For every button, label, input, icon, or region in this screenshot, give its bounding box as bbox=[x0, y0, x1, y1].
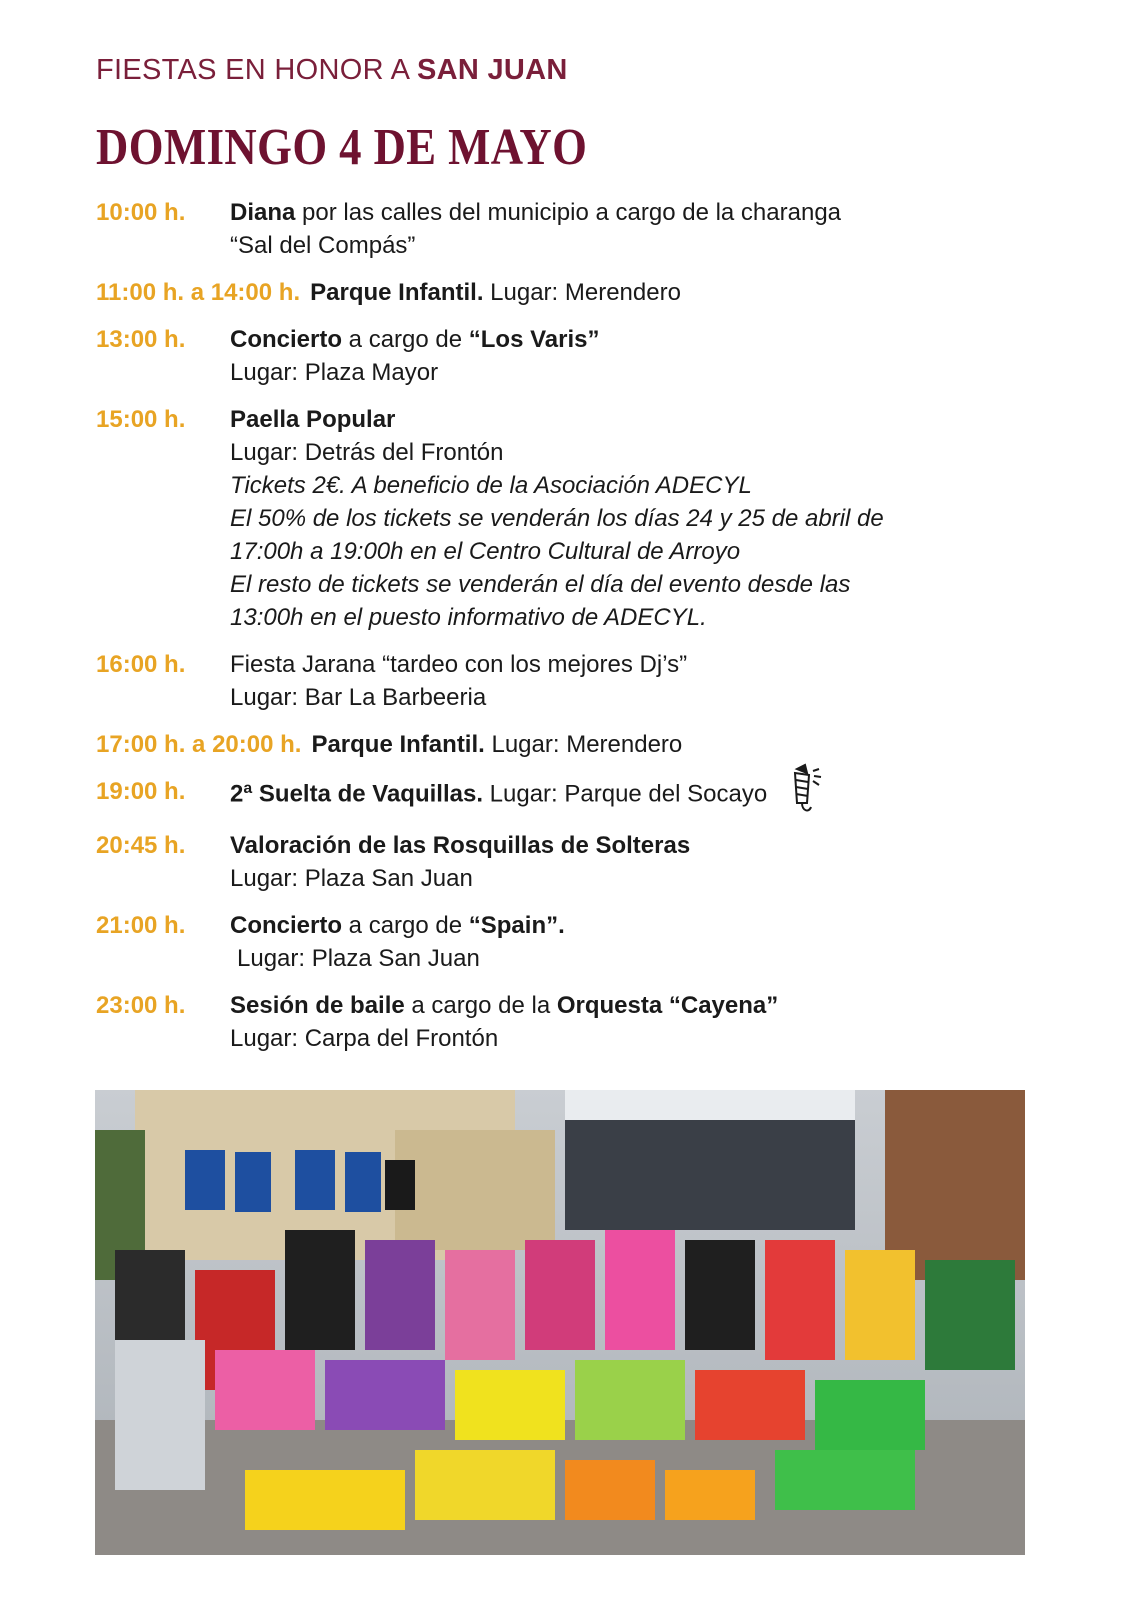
event-time: 16:00 h. bbox=[96, 651, 186, 678]
event-title: Concierto bbox=[230, 326, 343, 353]
event-row bbox=[96, 909, 1016, 975]
event-title: Parque Infantil. bbox=[311, 731, 485, 758]
page-title: DOMINGO 4 DE MAYO bbox=[96, 119, 588, 176]
event-title: Valoración de las Rosquillas de Solteras bbox=[230, 832, 691, 859]
event-body bbox=[310, 276, 1016, 309]
event-note: Tickets 2€. A beneficio de la Asociación ADECYL bbox=[230, 472, 752, 499]
event-text: a cargo de bbox=[342, 326, 469, 353]
event-time: 11:00 h. a 14:00 h. bbox=[96, 279, 301, 306]
page-header bbox=[96, 54, 568, 87]
event-time: 10:00 h. bbox=[96, 199, 186, 226]
header-highlight: SAN JUAN bbox=[417, 54, 568, 86]
event-body bbox=[230, 648, 1016, 714]
event-time: 17:00 h. a 20:00 h. bbox=[96, 731, 302, 758]
event-note: El resto de tickets se venderán el día del evento desde las bbox=[230, 571, 851, 598]
event-title: Paella Popular bbox=[230, 406, 396, 433]
header-prefix: FIESTAS EN HONOR A bbox=[96, 54, 409, 86]
event-text: a cargo de la bbox=[404, 992, 557, 1019]
event-title: Diana bbox=[230, 199, 296, 226]
event-body bbox=[230, 775, 1016, 815]
event-note: 17:00h a 19:00h en el Centro Cultural de Arroyo bbox=[230, 538, 741, 565]
event-row bbox=[96, 728, 1016, 761]
event-title: Sesión de baile bbox=[230, 992, 405, 1019]
event-body bbox=[230, 989, 1016, 1055]
event-text: Lugar: Parque del Socayo bbox=[482, 780, 768, 808]
event-performer: “Spain”. bbox=[468, 912, 565, 939]
event-row bbox=[96, 196, 1016, 262]
event-body bbox=[230, 829, 1016, 895]
event-body bbox=[230, 196, 1016, 262]
event-location: Lugar: Plaza Mayor bbox=[230, 359, 439, 386]
event-time: 21:00 h. bbox=[96, 912, 186, 939]
event-time: 15:00 h. bbox=[96, 406, 186, 433]
event-time: 23:00 h. bbox=[96, 992, 186, 1019]
event-title: Parque Infantil. bbox=[310, 279, 484, 306]
event-performer: “Los Varis” bbox=[468, 326, 600, 353]
event-title: Concierto bbox=[230, 912, 343, 939]
event-schedule bbox=[96, 196, 1016, 1069]
rocket-firework-icon bbox=[785, 763, 825, 815]
event-row bbox=[96, 829, 1016, 895]
event-location: Lugar: Bar La Barbeeria bbox=[230, 684, 487, 711]
event-text: a cargo de bbox=[342, 912, 469, 939]
event-text: Fiesta Jarana “tardeo con los mejores Dj’s” bbox=[230, 651, 688, 678]
event-row bbox=[96, 276, 1016, 309]
event-time: 19:00 h. bbox=[96, 778, 186, 805]
event-body bbox=[230, 403, 1016, 634]
event-time: 20:45 h. bbox=[96, 832, 186, 859]
event-row bbox=[96, 323, 1016, 389]
event-body bbox=[230, 909, 1016, 975]
event-location: Lugar: Plaza San Juan bbox=[237, 945, 480, 972]
event-text: por las calles del municipio a cargo de la charanga bbox=[295, 199, 842, 226]
event-location: Lugar: Detrás del Frontón bbox=[230, 439, 504, 466]
event-row bbox=[96, 648, 1016, 714]
event-note: El 50% de los tickets se venderán los días 24 y 25 de abril de bbox=[230, 505, 884, 532]
event-row bbox=[96, 989, 1016, 1055]
group-photo bbox=[95, 1090, 1025, 1555]
event-body bbox=[311, 728, 1016, 761]
event-body bbox=[230, 323, 1016, 389]
event-location: Lugar: Carpa del Frontón bbox=[230, 1025, 499, 1052]
event-performer: Orquesta “Cayena” bbox=[556, 992, 779, 1019]
event-text: Lugar: Merendero bbox=[483, 279, 681, 306]
event-text: Lugar: Merendero bbox=[484, 731, 683, 758]
event-row bbox=[96, 403, 1016, 634]
event-row bbox=[96, 775, 1016, 815]
event-note: 13:00h en el puesto informativo de ADECYL. bbox=[230, 604, 707, 631]
event-time: 13:00 h. bbox=[96, 326, 186, 353]
event-location: Lugar: Plaza San Juan bbox=[230, 865, 473, 892]
event-subline: “Sal del Compás” bbox=[230, 232, 416, 259]
event-title: 2ª Suelta de Vaquillas. bbox=[230, 780, 483, 808]
